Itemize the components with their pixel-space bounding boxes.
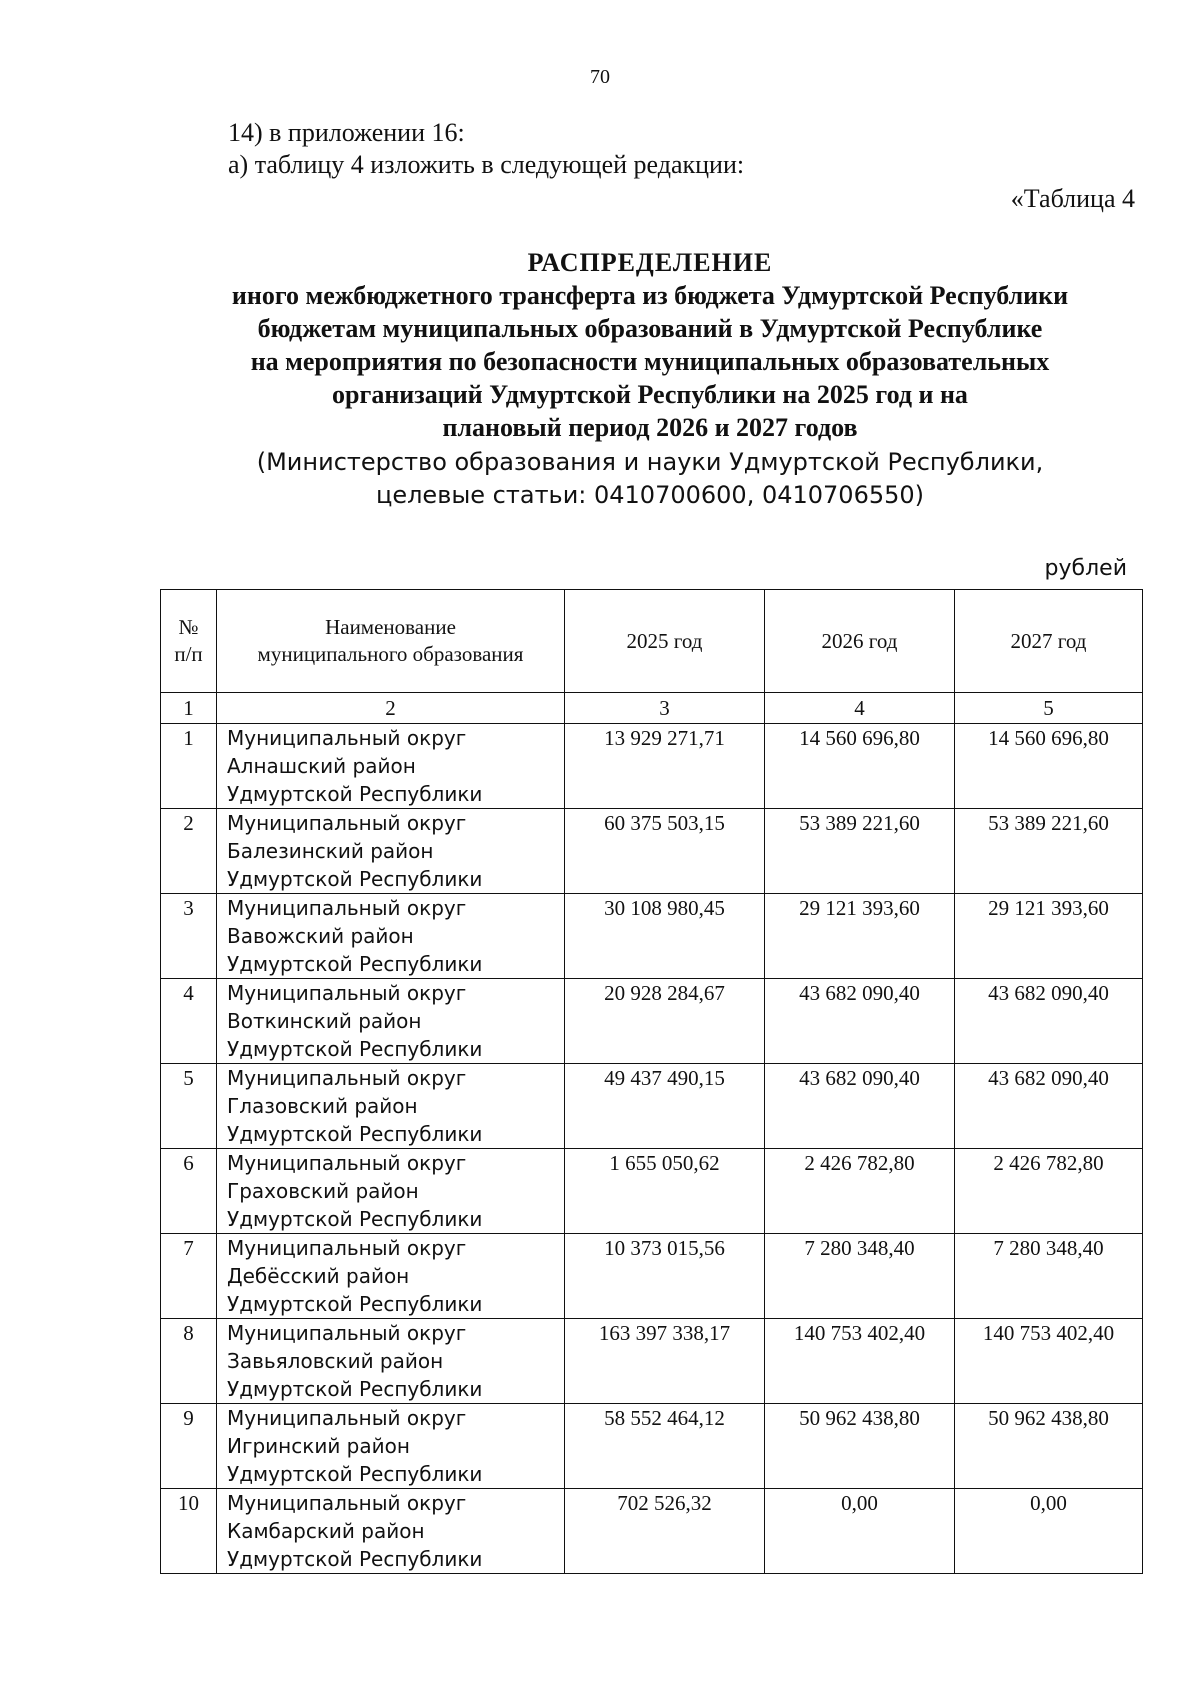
amendment-item: 14) в приложении 16: <box>228 118 465 147</box>
municipality-name <box>217 1234 565 1319</box>
amount-2025: 49 437 490,15 <box>565 1064 765 1149</box>
amount-2025: 1 655 050,62 <box>565 1149 765 1234</box>
municipality-name-line: Удмуртской Республики <box>227 867 483 891</box>
amount-2027: 29 121 393,60 <box>955 894 1143 979</box>
amount-2026: 50 962 438,80 <box>765 1404 955 1489</box>
row-number: 7 <box>161 1234 217 1319</box>
amount-2027: 50 962 438,80 <box>955 1404 1143 1489</box>
column-number-row <box>161 693 1143 724</box>
municipality-name-line: Воткинский район <box>227 1009 422 1033</box>
municipality-name-line: Муниципальный округ <box>227 1321 467 1345</box>
heading-line: плановый период 2026 и 2027 годов <box>442 413 858 442</box>
municipality-name-line: Вавожский район <box>227 924 414 948</box>
municipality-name <box>217 1319 565 1404</box>
municipality-name-line: Игринский район <box>227 1434 410 1458</box>
municipality-name <box>217 724 565 809</box>
header-2025: 2025 год <box>565 590 765 693</box>
subtitle-line: целевые статьи: 0410700600, 0410706550) <box>375 481 925 509</box>
municipality-name-line: Муниципальный округ <box>227 1491 467 1515</box>
table-row <box>161 1319 1143 1404</box>
document-heading <box>150 246 1150 444</box>
amount-2027: 7 280 348,40 <box>955 1234 1143 1319</box>
column-number: 2 <box>217 693 565 724</box>
amount-2027: 140 753 402,40 <box>955 1319 1143 1404</box>
municipality-name <box>217 894 565 979</box>
header-municipality-line2: муниципального образования <box>257 642 524 666</box>
amount-2025: 20 928 284,67 <box>565 979 765 1064</box>
heading-line: бюджетам муниципальных образований в Удмуртской Республике <box>257 314 1043 343</box>
page-number: 70 <box>590 66 610 88</box>
table-row <box>161 724 1143 809</box>
municipality-name-line: Завьяловский район <box>227 1349 444 1373</box>
heading-line: на мероприятия по безопасности муниципальных образовательных <box>250 347 1050 376</box>
table-row <box>161 979 1143 1064</box>
municipality-name-line: Удмуртской Республики <box>227 1207 483 1231</box>
amount-2025: 60 375 503,15 <box>565 809 765 894</box>
municipality-name-line: Удмуртской Республики <box>227 1462 483 1486</box>
amount-2027: 53 389 221,60 <box>955 809 1143 894</box>
header-municipality-line1: Наименование <box>325 615 456 639</box>
municipality-name-line: Муниципальный округ <box>227 1406 467 1430</box>
municipality-name-line: Дебёсский район <box>227 1264 410 1288</box>
table-row <box>161 1234 1143 1319</box>
amount-2026: 43 682 090,40 <box>765 979 955 1064</box>
table-row <box>161 809 1143 894</box>
amount-2025: 702 526,32 <box>565 1489 765 1574</box>
row-number: 9 <box>161 1404 217 1489</box>
amount-2026: 2 426 782,80 <box>765 1149 955 1234</box>
municipality-name <box>217 979 565 1064</box>
header-number-sign: № <box>178 615 199 639</box>
municipality-name-line: Удмуртской Республики <box>227 1377 483 1401</box>
table-row <box>161 1149 1143 1234</box>
municipality-name <box>217 1149 565 1234</box>
municipality-name-line: Муниципальный округ <box>227 1151 467 1175</box>
row-number: 8 <box>161 1319 217 1404</box>
amount-2027: 2 426 782,80 <box>955 1149 1143 1234</box>
header-municipality <box>217 590 565 693</box>
amount-2026: 29 121 393,60 <box>765 894 955 979</box>
column-number: 5 <box>955 693 1143 724</box>
amount-2026: 140 753 402,40 <box>765 1319 955 1404</box>
header-number-abbr: п/п <box>174 642 203 666</box>
heading-subtitle <box>150 446 1150 512</box>
distribution-table <box>160 589 1143 1574</box>
municipality-name-line: Удмуртской Республики <box>227 1547 483 1571</box>
amount-2026: 14 560 696,80 <box>765 724 955 809</box>
municipality-name-line: Балезинский район <box>227 839 434 863</box>
municipality-name <box>217 1489 565 1574</box>
header-2027: 2027 год <box>955 590 1143 693</box>
amount-2025: 30 108 980,45 <box>565 894 765 979</box>
table-label: «Таблица 4 <box>1010 184 1135 213</box>
row-number: 5 <box>161 1064 217 1149</box>
row-number: 4 <box>161 979 217 1064</box>
municipality-name-line: Алнашский район <box>227 754 416 778</box>
municipality-name-line: Муниципальный округ <box>227 1066 467 1090</box>
heading-line: организаций Удмуртской Республики на 2025 год и на <box>332 380 968 409</box>
municipality-name-line: Муниципальный округ <box>227 981 467 1005</box>
row-number: 6 <box>161 1149 217 1234</box>
header-2026: 2026 год <box>765 590 955 693</box>
amount-2025: 10 373 015,56 <box>565 1234 765 1319</box>
table-row <box>161 1489 1143 1574</box>
units-label: рублей <box>1044 556 1127 581</box>
municipality-name-line: Удмуртской Республики <box>227 782 483 806</box>
row-number: 10 <box>161 1489 217 1574</box>
amount-2025: 13 929 271,71 <box>565 724 765 809</box>
municipality-name-line: Удмуртской Республики <box>227 952 483 976</box>
municipality-name-line: Муниципальный округ <box>227 726 467 750</box>
municipality-name-line: Камбарский район <box>227 1519 425 1543</box>
amount-2026: 0,00 <box>765 1489 955 1574</box>
municipality-name <box>217 1404 565 1489</box>
table-row <box>161 1064 1143 1149</box>
row-number: 3 <box>161 894 217 979</box>
subtitle-line: (Министерство образования и науки Удмуртской Республики, <box>256 448 1044 476</box>
header-number <box>161 590 217 693</box>
amount-2027: 43 682 090,40 <box>955 1064 1143 1149</box>
table-header-row <box>161 590 1143 693</box>
column-number: 3 <box>565 693 765 724</box>
municipality-name-line: Муниципальный округ <box>227 1236 467 1260</box>
municipality-name-line: Глазовский район <box>227 1094 418 1118</box>
amount-2026: 53 389 221,60 <box>765 809 955 894</box>
column-number: 1 <box>161 693 217 724</box>
amount-2027: 43 682 090,40 <box>955 979 1143 1064</box>
table-body <box>161 724 1143 1574</box>
heading-line: иного межбюджетного трансферта из бюджета Удмуртской Республики <box>231 281 1069 310</box>
amendment-instruction: а) таблицу 4 изложить в следующей редакции: <box>228 150 745 179</box>
table-row <box>161 894 1143 979</box>
row-number: 2 <box>161 809 217 894</box>
row-number: 1 <box>161 724 217 809</box>
municipality-name-line: Граховский район <box>227 1179 419 1203</box>
amount-2026: 43 682 090,40 <box>765 1064 955 1149</box>
amount-2025: 58 552 464,12 <box>565 1404 765 1489</box>
municipality-name <box>217 1064 565 1149</box>
column-number: 4 <box>765 693 955 724</box>
table-row <box>161 1404 1143 1489</box>
amount-2026: 7 280 348,40 <box>765 1234 955 1319</box>
municipality-name-line: Удмуртской Республики <box>227 1122 483 1146</box>
amount-2027: 14 560 696,80 <box>955 724 1143 809</box>
municipality-name <box>217 809 565 894</box>
amount-2025: 163 397 338,17 <box>565 1319 765 1404</box>
municipality-name-line: Муниципальный округ <box>227 896 467 920</box>
municipality-name-line: Муниципальный округ <box>227 811 467 835</box>
municipality-name-line: Удмуртской Республики <box>227 1037 483 1061</box>
municipality-name-line: Удмуртской Республики <box>227 1292 483 1316</box>
amount-2027: 0,00 <box>955 1489 1143 1574</box>
heading-title: РАСПРЕДЕЛЕНИЕ <box>527 248 773 277</box>
